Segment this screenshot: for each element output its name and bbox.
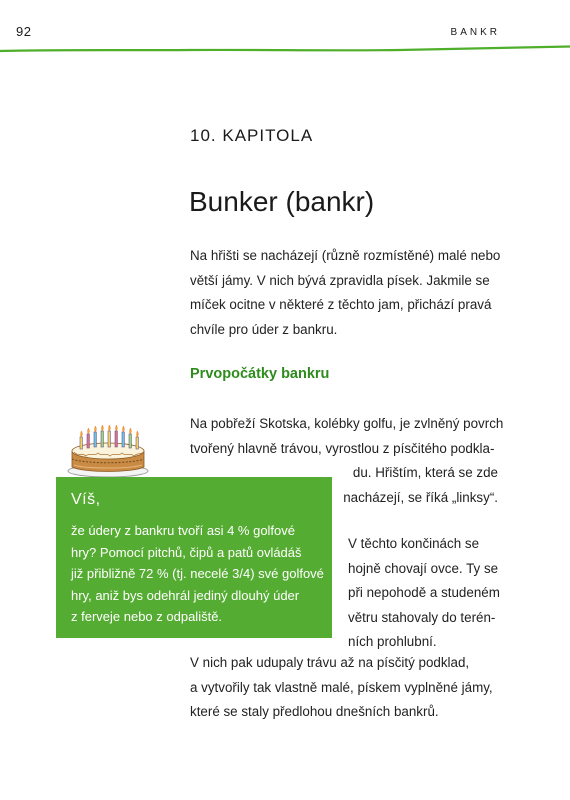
text-line: míček ocitne v některé z těchto jam, přichází pravá [190,297,492,312]
text-line: větší jámy. V nich bývá zpravidla písek. Jakmile se [190,272,490,288]
text-line: Na hřišti se nacházejí (různě rozmístěné) malé nebo [190,248,501,263]
callout-body [71,520,324,628]
section-paragraph-top [190,412,503,461]
callout-title: Víš, [71,491,101,508]
text-line: tvořený hlavně trávou, vyrostlou z písčitého podkla- [190,440,495,456]
text-line: a vytvořily tak vlastně malé, pískem vyplněné jámy, [190,679,493,695]
chapter-title: Bunker (bankr) [189,186,375,217]
did-you-know-box [56,477,332,638]
section-paragraph-bottom [190,651,493,725]
running-head: BANKR [450,27,500,38]
text-line: du. Hřištím, která se zde [352,465,498,480]
birthday-cake-icon [64,421,156,479]
text-line: V nich pak udupaly trávu až na písčitý podklad, [190,655,470,670]
text-line: V těchto končinách se [348,536,480,551]
text-line: z ferveje nebo z odpaliště. [71,609,223,624]
section-heading: Prvopočátky bankru [190,366,330,382]
text-line: které se staly předlohou dnešních bankrů. [190,704,439,719]
text-line: nacházejí, se říká „linksy“. [343,489,498,505]
section-paragraph-side-a [343,461,498,510]
header-rule [0,44,570,56]
text-line: větru stahovaly do terén- [348,609,496,625]
chapter-label: 10. KAPITOLA [190,126,314,145]
text-line: ních prohlubní. [348,634,437,649]
text-line: chvíle pro úder z bankru. [190,321,338,337]
text-line: hojně chovají ovce. Ty se [348,560,499,576]
section-paragraph-side-b [348,532,500,655]
text-line: že údery z bankru tvoří asi 4 % golfové [71,523,296,538]
text-line: již přibližně 72 % (tj. necelé 3/4) své golfové [71,566,324,581]
intro-paragraph [190,244,500,342]
page-number: 92 [16,24,32,39]
text-line: hry? Pomocí pitchů, čipů a patů ovládáš [71,544,302,560]
text-line: při nepohodě a studeném [348,585,500,600]
text-line: Na pobřeží Skotska, kolébky golfu, je zvlněný povrch [190,416,504,431]
text-line: hry, aniž bys odehrál jediný dlouhý úder [71,587,300,603]
